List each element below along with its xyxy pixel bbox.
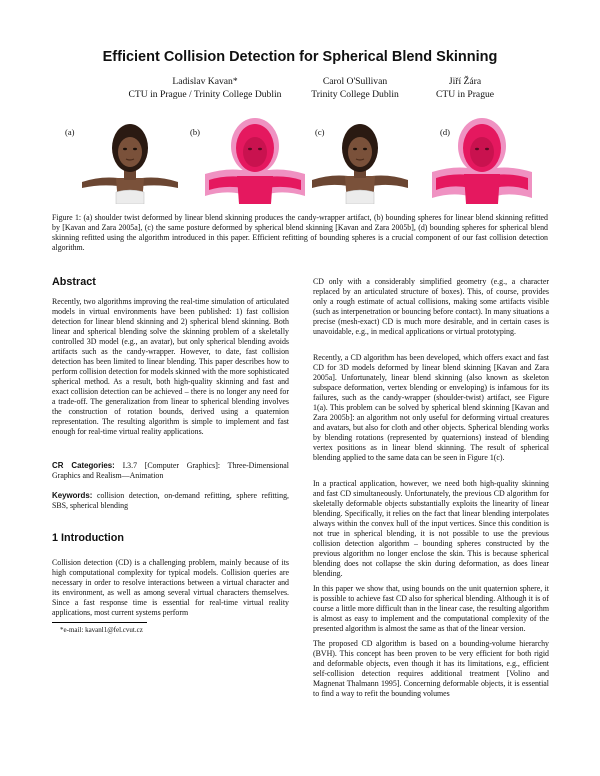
intro-text: Collision detection (CD) is a challenging problem, mainly because of its high computational complexity for typical models. Collision queries are necessary in order to resolve interactions between a virtual character and its environment, as well as among several virtual characters themselves. Since a fast response time is essential for real-time virtual reality applications, most current systems perform bbox=[52, 558, 289, 617]
abstract-heading: Abstract bbox=[52, 276, 96, 288]
figure-panel-c-image bbox=[310, 118, 410, 204]
figure-panel-a-image bbox=[80, 118, 180, 204]
avatar-bounding-spheres-image bbox=[432, 118, 532, 204]
avatar-plain-image bbox=[80, 118, 180, 204]
figure-panel-label: (a) bbox=[65, 127, 75, 137]
author-name: Ladislav Kavan* bbox=[172, 76, 238, 87]
cr-categories bbox=[52, 461, 289, 481]
body-paragraph: In a practical application, however, we need both high-quality skinning and fast CD simultaneously. Unfortunately, the previous CD algorithm for skeletally deformable objects substantially exploits the linearity of linear blending. Specifically, it relies on the fact that linear blending interpolates always within the convex hull of the input vertices. Since this condition is not true in spherical blending, it is not possible to use the previous collision detection algorithm – bounding spheres constructed by the previous algorithm no longer enclose the skin. This is because spherical blending does not collapse the skin during deformation, as does linear blending. bbox=[313, 479, 549, 578]
cr-categories-text: I.3.7 [Computer Graphics]: Three-Dimensional Graphics and Realism—Animation bbox=[52, 461, 290, 480]
intro-heading: 1 Introduction bbox=[52, 532, 124, 544]
keywords bbox=[52, 491, 289, 511]
body-paragraph: Recently, a CD algorithm has been developed, which offers exact and fast CD for 3D models deformed by linear blend skinning [Kavan and Zara 2005a]. Unfortunately, linear blend skinning (also known as skeleton subspace deformation, vertex blending or enveloping) is infamous for its failures, such as the candy-wrapper (shoulder-twist) artifact, see Figure 1(a). This problem can be solved by spherical blend skinning [Kavan and Zara 2005b]: an algorithm not only useful for deforming virtual creatures and avatars, but also for cloth and other objects. Spherical blending works by blending rotations (represented by quaternions) instead of blending vertex positions as in linear blend skinning. The result of spherical blending applied to the same data can be seen in Figure 1(c). bbox=[313, 353, 549, 462]
author-affiliation: CTU in Prague bbox=[435, 89, 495, 100]
paper-title: Efficient Collision Detection for Spherical Blend Skinning bbox=[102, 49, 498, 65]
author-affiliation: Trinity College Dublin bbox=[311, 89, 399, 100]
keywords-label: Keywords: bbox=[52, 491, 93, 500]
figure-caption: Figure 1: (a) shoulder twist deformed by linear blend skinning produces the candy-wrapper artifact, (b) bounding spheres for linear blend skinning refitted by [Kavan and Zara 2005a], (c) the same posture deformed by spherical blend skinning [Kavan and Zara 2005b], (d) bounding spheres for spherical blend skinning refitted using the algorithm introduced in this paper. Efficient refitting of bounding spheres is a crucial component of our fast collision detection algorithm. bbox=[52, 213, 548, 252]
author-block bbox=[105, 75, 305, 101]
footnote-rule bbox=[52, 622, 147, 623]
body-paragraph: In this paper we show that, using bounds on the unit quaternion sphere, it is possible to achieve fast CD also for spherical blending. Although it is of course a little more difficult than in the linear case, the resulting algorithm is almost as easy to implement and the computational complexity of the presented algorithm is almost the same as that of the linear version. bbox=[313, 584, 549, 633]
figure-panel-label: (c) bbox=[315, 127, 325, 137]
author-affiliation: CTU in Prague / Trinity College Dublin bbox=[128, 89, 282, 100]
keywords-text: collision detection, on-demand refitting, sphere refitting, SBS, spherical blending bbox=[52, 491, 289, 510]
author-name: Carol O'Sullivan bbox=[322, 76, 388, 87]
body-paragraph: CD only with a considerably simplified geometry (e.g., a character replaced by an articulated structure of boxes). This, of course, provides only a rough estimate of actual collisions, making some artifacts visible (such as interpenetration or bouncing before contact). In many situations a precise (mesh-exact) CD is much more desirable, and in certain cases is unavoidable, e.g., in medical applications or virtual prototyping. bbox=[313, 277, 549, 336]
avatar-bounding-spheres-image bbox=[205, 118, 305, 204]
figure-panel-label: (b) bbox=[190, 127, 200, 137]
figure-panel-b-image bbox=[205, 118, 305, 204]
author-name: Jiří Žára bbox=[448, 76, 482, 87]
avatar-plain-image bbox=[310, 118, 410, 204]
cr-categories-label: CR Categories: bbox=[52, 461, 115, 470]
body-paragraph: The proposed CD algorithm is based on a bounding-volume hierarchy (BVH). This concept has been proven to be very efficient for both rigid and deformable objects, even though it has its limitations, e.g., efficient self-collision detection requires additional treatment [Volino and Magnenat Thalmann 1995]. Concerning deformable objects, it is essential to find a way to refit the bounding volumes bbox=[313, 639, 549, 698]
figure-panel-d-image bbox=[432, 118, 532, 204]
abstract-text: Recently, two algorithms improving the real-time simulation of articulated models in virtual environments have been published: 1) fast collision detection for linear blend skinning and 2) spherical blend skinning. Both linear and spherical blending solve the skinning problem of a skeletally controlled 3D model (e.g., an avatar), but only spherical blending avoids artifacts such as the candy-wrapper. However, to date, fast collision detection has been limited to linear blending. This paper describes how to perform collision detection for models skinned with the more sophisticated spherical method. As a result, both high-quality skinning and fast and exact collision detection can be achieved – there is no longer any need for a trade-off. The generalization from linear to spherical blending involves the construction of rotation bounds, derived using a quaternion representation. The resulting algorithm is simple to implement and fast enough for real-time virtual reality applications. bbox=[52, 297, 289, 436]
footnote: *e-mail: kavanl1@fel.cvut.cz bbox=[60, 626, 143, 634]
author-block bbox=[400, 75, 530, 101]
figure-panel-label: (d) bbox=[440, 127, 450, 137]
